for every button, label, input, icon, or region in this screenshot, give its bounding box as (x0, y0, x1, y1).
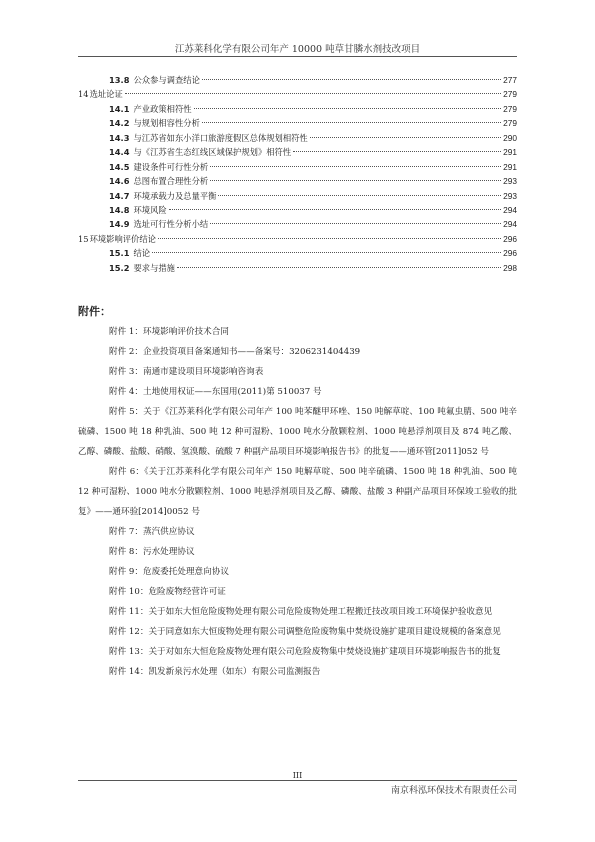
toc-entry[interactable] (78, 73, 517, 87)
toc-leader (177, 267, 501, 268)
toc-title: 环境影响评价结论 (89, 233, 156, 244)
attachment-item: 附件 5：关于《江苏莱科化学有限公司年产 100 吨苯醚甲环唑、150 吨解草啶、100 吨氟虫腈、500 吨辛硫磷、1500 吨 18 种乳油、500 吨 12 种可湿粉、1000 吨水分散颗粒剂、1000 吨悬浮剂项目及 874 吨乙酸、乙醇、磷酸、盐酸、硝酸、氢溴酸、硫酸 7 种副产品项目环境影响报告书》的批复——通环管[2011]052 号 (78, 407, 517, 457)
toc-leader (125, 93, 501, 94)
toc-page: 277 (503, 75, 517, 85)
toc-page: 298 (503, 262, 517, 273)
toc-title: 建设条件可行性分析 (133, 161, 209, 172)
page-number: III (292, 771, 303, 780)
toc-title: 要求与措施 (133, 262, 175, 273)
table-of-contents (78, 73, 517, 275)
toc-number: 14.4 (109, 147, 130, 158)
toc-entry[interactable] (78, 116, 517, 130)
toc-number: 15.1 (109, 248, 130, 259)
toc-number: 15 (78, 233, 89, 244)
toc-page: 291 (503, 161, 517, 172)
toc-title: 环境承载力及总量平衡 (133, 190, 217, 201)
toc-leader (210, 180, 501, 181)
toc-page: 279 (503, 89, 517, 100)
attachment-item: 附件 11：关于如东大恒危险废物处理有限公司危险废物处理工程搬迁技改项目竣工环境保护验收意见 (109, 607, 493, 617)
toc-title: 与《江苏省生态红线区域保护规划》相符性 (133, 147, 292, 158)
toc-entry[interactable] (78, 217, 517, 231)
footer-rule (78, 780, 517, 781)
footer-company: 南京科泓环保技术有限责任公司 (390, 786, 517, 796)
toc-number: 14.9 (109, 219, 130, 230)
toc-number: 13.8 (109, 75, 130, 85)
toc-leader (210, 166, 501, 167)
toc-leader (194, 108, 502, 109)
attachment-item: 附件 14：凯发新泉污水处理（如东）有限公司监测报告 (109, 667, 321, 677)
toc-title: 与规划相容性分析 (133, 118, 200, 129)
toc-number: 14.6 (109, 176, 130, 187)
toc-leader (210, 223, 501, 224)
running-header: 江苏莱科化学有限公司年产 10000 吨草甘膦水剂技改项目 (174, 44, 421, 55)
attachment-item: 附件 2：企业投资项目备案通知书——备案号：3206231404439 (109, 347, 361, 357)
toc-page: 296 (503, 248, 517, 259)
toc-title: 结论 (133, 248, 151, 259)
toc-number: 14.1 (109, 103, 130, 114)
toc-number: 14 (78, 89, 89, 100)
toc-entry[interactable] (78, 174, 517, 188)
toc-number: 14.3 (109, 132, 130, 143)
toc-page: 296 (503, 233, 517, 244)
toc-entry[interactable] (78, 261, 517, 275)
toc-leader (293, 151, 501, 152)
attachment-item: 附件 13：关于对如东大恒危险废物处理有限公司危险废物集中焚烧设施扩建项目环境影响报告书的批复 (109, 647, 501, 657)
toc-title: 环境风险 (133, 204, 167, 215)
attachment-item: 附件 9：危废委托处理意向协议 (109, 567, 229, 577)
attachment-item: 附件 1：环境影响评价技术合同 (109, 327, 229, 337)
toc-page: 293 (503, 190, 517, 201)
attachments-heading: 附件： (78, 305, 111, 318)
toc-title: 产业政策相符性 (133, 103, 192, 114)
toc-title: 总图布置合理性分析 (133, 176, 209, 187)
toc-leader (218, 195, 501, 196)
toc-leader (310, 137, 501, 138)
toc-title: 公众参与调查结论 (133, 75, 200, 85)
toc-title: 与江苏省如东小洋口旅游度假区总体规划相符性 (133, 132, 308, 143)
toc-entry[interactable] (78, 203, 517, 217)
toc-entry[interactable] (78, 246, 517, 260)
toc-page: 279 (503, 103, 517, 114)
toc-leader (158, 238, 501, 239)
toc-entry[interactable] (78, 102, 517, 116)
toc-entry[interactable] (78, 131, 517, 145)
toc-page: 294 (503, 204, 517, 215)
toc-page: 279 (503, 118, 517, 129)
toc-number: 14.8 (109, 204, 130, 215)
attachment-item: 附件 3：南通市建设项目环境影响咨询表 (109, 367, 264, 377)
attachments-list (78, 322, 517, 682)
toc-leader (202, 122, 501, 123)
toc-leader (169, 209, 501, 210)
toc-page: 291 (503, 147, 517, 158)
toc-leader (152, 252, 501, 253)
attachment-item: 附件 7：蒸汽供应协议 (109, 527, 195, 537)
toc-page: 290 (503, 132, 517, 143)
toc-entry[interactable] (78, 160, 517, 174)
toc-entry[interactable] (78, 145, 517, 159)
toc-title: 选址可行性分析小结 (133, 219, 209, 230)
header-rule (78, 56, 517, 57)
toc-entry[interactable] (78, 189, 517, 203)
toc-page: 294 (503, 219, 517, 230)
toc-leader (202, 79, 501, 80)
attachment-item: 附件 8：污水处理协议 (109, 547, 195, 557)
toc-number: 15.2 (109, 262, 130, 273)
toc-number: 14.7 (109, 190, 130, 201)
attachment-item: 附件 6：《关于江苏莱科化学有限公司年产 150 吨解草啶、500 吨辛硫磷、1500 吨 18 种乳油、500 吨 12 种可湿粉、1000 吨水分散颗粒剂、1000 吨悬浮剂项目及乙醇、磷酸、盐酸 3 种副产品项目环保竣工验收的批复》——通环验[2014]0052 号 (78, 467, 517, 517)
toc-page: 293 (503, 176, 517, 187)
toc-number: 14.5 (109, 161, 130, 172)
toc-entry[interactable] (78, 232, 517, 246)
attachment-item: 附件 4：土地使用权证——东国用(2011)第 510037 号 (109, 387, 322, 397)
toc-number: 14.2 (109, 118, 130, 129)
attachment-item: 附件 12：关于同意如东大恒废物处理有限公司调整危险废物集中焚烧设施扩建项目建设规模的备案意见 (109, 627, 501, 637)
toc-entry[interactable] (78, 87, 517, 101)
attachment-item: 附件 10：危险废物经营许可证 (109, 587, 226, 597)
toc-title: 选址论证 (89, 89, 123, 100)
